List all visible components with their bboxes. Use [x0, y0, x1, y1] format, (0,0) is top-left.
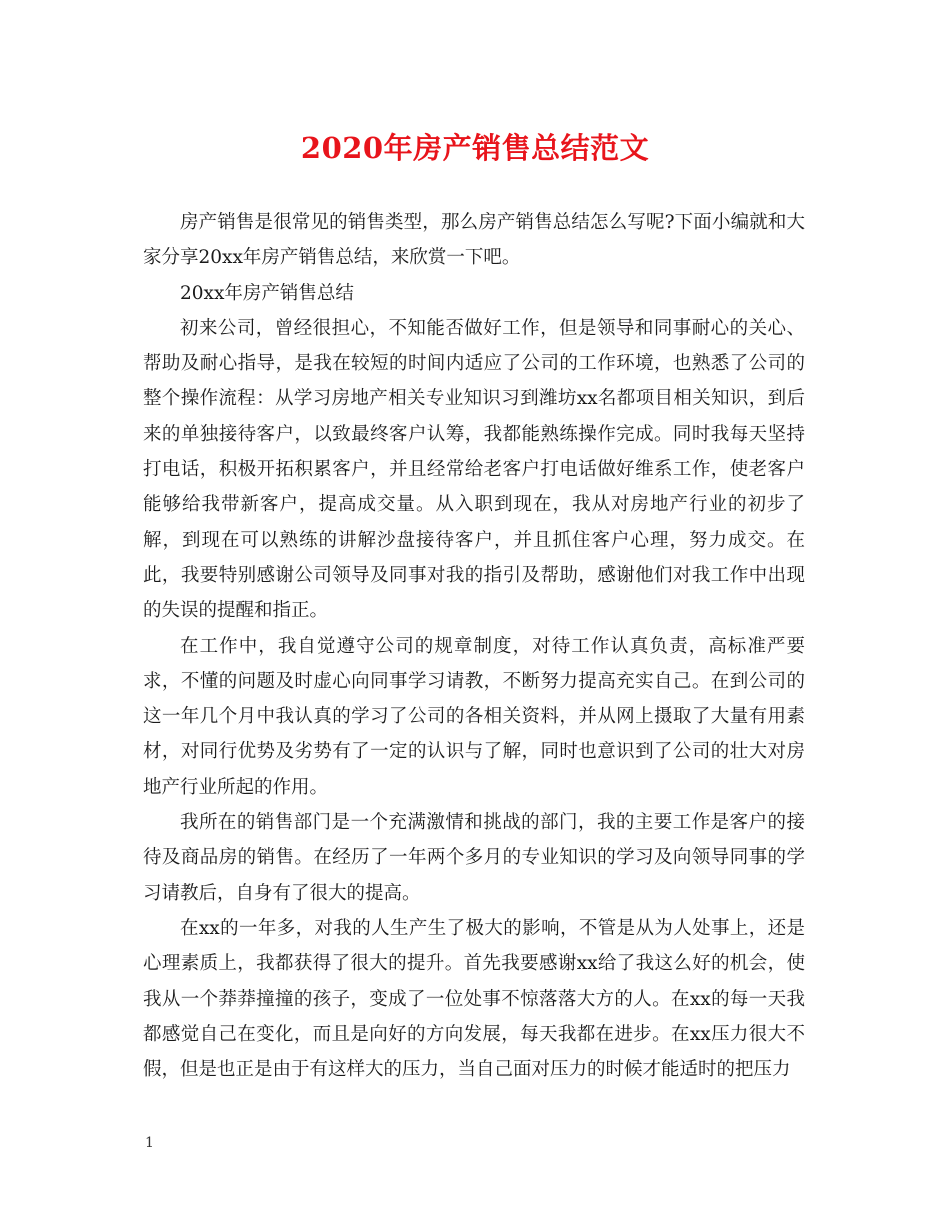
paragraph-2: 在工作中，我自觉遵守公司的规章制度，对待工作认真负责，高标准严要求，不懂的问题及时虚心向同事学习请教，不断努力提高充实自己。在到公司的这一年几个月中我认真的学习了公司的各相关资料，并从网上摄取了大量有用素材，对同行优势及劣势有了一定的认识与了解，同时也意识到了公司的壮大对房地产行业所起的作用。: [143, 635, 805, 798]
paragraph-intro: 房产销售是很常见的销售类型，那么房产销售总结怎么写呢?下面小编就和大家分享20xx年房产销售总结，来欣赏一下吧。: [143, 212, 805, 269]
paragraph-4: 在xx的一年多，对我的人生产生了极大的影响，不管是从为人处事上，还是心理素质上，我都获得了很大的提升。首先我要感谢xx给了我这么好的机会，使我从一个莽莽撞撞的孩子，变成了一位处事不惊落落大方的人。在xx的每一天我都感觉自己在变化，而且是向好的方向发展，每天我都在进步。在xx压力很大不假，但是也正是由于有这样大的压力，当自己面对压力的时候才能适时的把压力: [143, 917, 805, 1081]
paragraph-1: 初来公司，曾经很担心，不知能否做好工作，但是领导和同事耐心的关心、帮助及耐心指导，是我在较短的时间内适应了公司的工作环境，也熟悉了公司的整个操作流程：从学习房地产相关专业知识习到潍坊xx名都项目相关知识，到后来的单独接待客户，以致最终客户认筹，我都能熟练操作完成。同时我每天坚持打电话，积极开拓积累客户，并且经常给老客户打电话做好维系工作，使老客户能够给我带新客户，提高成交量。从入职到现在，我从对房地产行业的初步了解，到现在可以熟练的讲解沙盘接待客户，并且抓住客户心理，努力成交。在此，我要特别感谢公司领导及同事对我的指引及帮助，感谢他们对我工作中出现的失误的提醒和指正。: [143, 317, 805, 622]
page-number: 1: [145, 1135, 154, 1151]
document-body: [143, 205, 805, 1087]
paragraph-subheading: 20xx年房产销售总结: [180, 282, 354, 304]
document-title: 2020年房产销售总结范文: [300, 131, 650, 165]
paragraph-3: 我所在的销售部门是一个充满激情和挑战的部门，我的主要工作是客户的接待及商品房的销售。在经历了一年两个多月的专业知识的学习及向领导同事的学习请教后，自身有了很大的提高。: [143, 812, 805, 904]
